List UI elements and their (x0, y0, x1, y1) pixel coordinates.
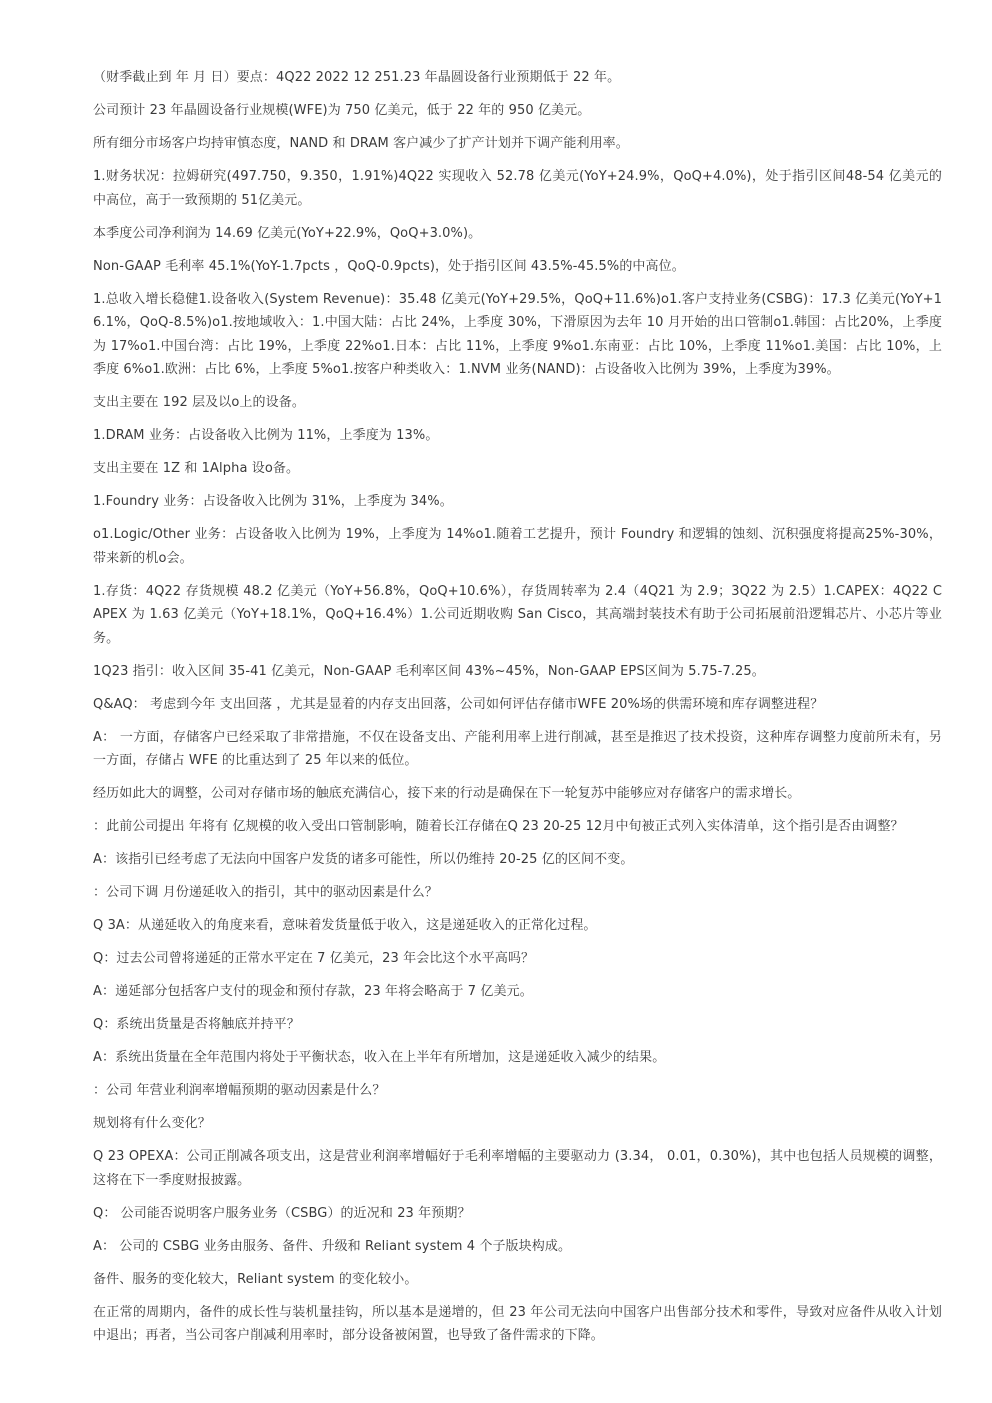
paragraph-wfe-forecast: 公司预计 23 年晶圆设备行业规模(WFE)为 750 亿美元，低于 22 年的 950 亿美元。 (93, 103, 591, 118)
paragraph-qa-answer-6: Q 23 OPEXA：公司正削减各项支出，这是营业利润率增幅好于毛利率增幅的主要驱动力 (3.34， 0.01，0.30%)，其中也包括人员规模的调整，这将在下一季度财报披露。 (93, 1149, 942, 1188)
paragraph-revenue-breakdown: 1.总收入增长稳健1.设备收入(System Revenue)：35.48 亿美元(YoY+29.5%，QoQ+11.6%)o1.客户支持业务(CSBG)：17.3 亿美元(YoY+16.1%，QoQ-8.5%)o1.按地域收入：1.中国大陆：占比 24%，上季度 30%，下滑原因为去年 10 月开始的出口管制o1.韩国：占比20%，上季度为 17%o1.中国台湾：占比 19%，上季度 22%o1.日本：占比 11%，上季度 9%o1.东南亚：占比 10%，上季度 11%o1.美国：占比 10%，上季度 6%o1.欧洲：占比 6%，上季度 5%o1.按客户种类收入：1.NVM 业务(NAND)：占设备收入比例为 39%，上季度为39%。 (93, 291, 942, 377)
paragraph-dram-spending: 支出主要在 1Z 和 1Alpha 设o备。 (93, 461, 300, 476)
paragraph-logic-share: o1.Logic/Other 业务：占设备收入比例为 19%，上季度为 14%o1.随着工艺提升，预计 Foundry 和逻辑的蚀刻、沉积强度将提高25%-30%，带来新的机o会。 (93, 527, 942, 566)
paragraph-summary-intro: （财季截止到 年 月 日）要点：4Q22 2022 12 251.23 年晶圆设备行业预期低于 22 年。 (93, 70, 621, 85)
paragraph-qa-answer-7-detail: 在正常的周期内，备件的成长性与装机量挂钩，所以基本是递增的，但 23 年公司无法向中国客户出售部分技术和零件，导致对应备件从收入计划中退出；再者，当公司客户削减利用率时，部分设备被闲置，也导致了备件需求的下降。 (93, 1304, 942, 1343)
paragraph-qa-answer-7: A： 公司的 CSBG 业务由服务、备件、升级和 Reliant system 4 个子版块构成。 (93, 1238, 572, 1254)
paragraph-qa-question-6-cont: 规划将有什么变化？ (93, 1116, 211, 1131)
paragraph-inventory-capex: 1.存货：4Q22 存货规模 48.2 亿美元（YoY+56.8%，QoQ+10.6%），存货周转率为 2.4（4Q21 为 2.9；3Q22 为 2.5）1.CAPEX：4Q22 CAPEX 为 1.63 亿美元（YoY+18.1%，QoQ+16.4%）1.公司近期收购 San Cisco，其高端封装技术有助于公司拓展前沿逻辑芯片、小芯片等业务。 (93, 583, 942, 646)
paragraph-dram-share: 1.DRAM 业务：占设备收入比例为 11%，上季度为 13%。 (93, 428, 439, 443)
paragraph-nand-spending: 支出主要在 192 层及以o上的设备。 (93, 395, 305, 410)
paragraph-1q23-guidance: 1Q23 指引：收入区间 35-41 亿美元，Non-GAAP 毛利率区间 43%~45%，Non-GAAP EPS区间为 5.75-7.25。 (93, 663, 765, 679)
paragraph-qa-question-4: Q：过去公司曾将递延的正常水平定在 7 亿美元，23 年会比这个水平高吗？ (93, 951, 535, 966)
paragraph-qa-question-6: ：公司 年营业利润率增幅预期的驱动因素是什么？ (93, 1083, 386, 1098)
paragraph-gross-margin: Non-GAAP 毛利率 45.1%(YoY-1.7pcts ，QoQ-0.9pcts)，处于指引区间 43.5%-45.5%的中高位。 (93, 258, 685, 274)
paragraph-qa-answer-3: Q 3A：从递延收入的角度来看，意味着发货量低于收入，这是递延收入的正常化过程。 (93, 918, 597, 933)
paragraph-qa-answer-5: A：系统出货量在全年范围内将处于平衡状态，收入在上半年有所增加，这是递延收入减少的结果。 (93, 1050, 666, 1065)
paragraph-qa-answer-4: A：递延部分包括客户支付的现金和预付存款，23 年将会略高于 7 亿美元。 (93, 984, 533, 999)
paragraph-qa-answer-7-cont: 备件、服务的变化较大，Reliant system 的变化较小。 (93, 1271, 418, 1287)
paragraph-customer-caution: 所有细分市场客户均持审慎态度，NAND 和 DRAM 客户减少了扩产计划并下调产能利用率。 (93, 136, 629, 151)
paragraph-qa-question-5: Q：系统出货量是否将触底并持平？ (93, 1017, 300, 1032)
paragraph-qa-question-1: Q&AQ： 考虑到今年 支出回落 ，尤其是显着的内存支出回落，公司如何评估存储市WFE 20%场的供需环境和库存调整进程？ (93, 696, 824, 712)
paragraph-qa-answer-1: A： 一方面，存储客户已经采取了非常措施，不仅在设备支出、产能利用率上进行削减，甚至是推迟了技术投资，这种库存调整力度前所未有，另一方面，存储占 WFE 的比重达到了 25 年以来的低位。 (93, 729, 942, 768)
paragraph-foundry-share: 1.Foundry 业务：占设备收入比例为 31%，上季度为 34%。 (93, 494, 453, 509)
paragraph-qa-question-2: ：此前公司提出 年将有 亿规模的收入受出口管制影响，随着长江存储在Q 23 20-25 12月中旬被正式列入实体清单，这个指引是否由调整？ (93, 819, 904, 834)
paragraph-financial-status: 1.财务状况：拉姆研究(497.750，9.350，1.91%)4Q22 实现收入 52.78 亿美元(YoY+24.9%，QoQ+4.0%)，处于指引区间48-54 亿美元的中高位，高于一致预期的 51亿美元。 (93, 169, 942, 208)
paragraph-qa-question-3: ：公司下调 月份递延收入的指引，其中的驱动因素是什么？ (93, 885, 438, 900)
paragraph-net-profit: 本季度公司净利润为 14.69 亿美元(YoY+22.9%，QoQ+3.0%)。 (93, 225, 482, 241)
paragraph-qa-answer-2: A：该指引已经考虑了无法向中国客户发货的诸多可能性，所以仍维持 20-25 亿的区间不变。 (93, 852, 634, 867)
paragraph-qa-answer-1-cont: 经历如此大的调整，公司对存储市场的触底充满信心，接下来的行动是确保在下一轮复苏中能够应对存储客户的需求增长。 (93, 786, 801, 801)
paragraph-qa-question-7: Q： 公司能否说明客户服务业务（CSBG）的近况和 23 年预期？ (93, 1205, 471, 1221)
